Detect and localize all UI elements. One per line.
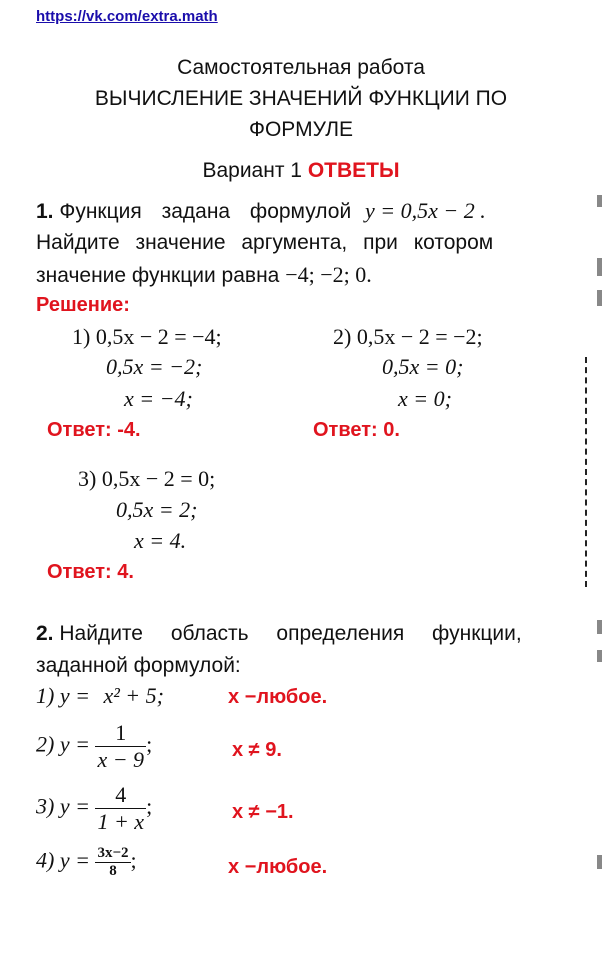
item3-denominator: 1 + x xyxy=(97,809,145,834)
answer1: Ответ: -4. xyxy=(47,419,141,441)
item2-numerator: 1 xyxy=(115,720,127,745)
item4-numerator: 3x−2 xyxy=(97,845,129,861)
topic-title-line2: ФОРМУЛЕ xyxy=(249,118,353,141)
domain-item-1 xyxy=(36,683,164,709)
case2-line2: 0,5x = 0; xyxy=(382,354,464,379)
edge-mark xyxy=(597,258,602,276)
task1-text1: Функция задана формулой xyxy=(59,200,352,223)
task1-number: 1. xyxy=(36,200,54,223)
solution-label: Решение: xyxy=(36,294,130,316)
answer2: Ответ: 0. xyxy=(313,419,400,441)
edge-mark xyxy=(597,620,602,634)
domain-item-2 xyxy=(36,720,152,773)
item2-prefix: 2) y = xyxy=(36,731,90,757)
item1-expr: x² + 5; xyxy=(103,683,164,708)
case3-line1: 3) 0,5x − 2 = 0; xyxy=(78,466,216,491)
case1-line3: x = −4; xyxy=(124,386,193,411)
cut-line xyxy=(585,357,587,587)
item3-fraction xyxy=(95,782,146,835)
task1-line3 xyxy=(36,262,372,288)
task2-line1 xyxy=(36,622,566,646)
edge-mark xyxy=(597,650,602,662)
item4-answer: x −любое. xyxy=(228,856,328,878)
item3-numerator: 4 xyxy=(115,782,127,807)
task2-number: 2. xyxy=(36,622,54,645)
task2-text1: Найдите область определения функции, xyxy=(59,622,522,645)
edge-mark xyxy=(597,290,602,306)
task1-text3: значение функции равна xyxy=(36,264,280,287)
domain-item-4 xyxy=(36,845,137,880)
answer3: Ответ: 4. xyxy=(47,561,134,583)
task1-formula: y = 0,5x − 2 . xyxy=(365,198,486,223)
case3-line3: x = 4. xyxy=(134,528,187,553)
case1-line2: 0,5x = −2; xyxy=(106,354,203,379)
variant-label: Вариант 1 xyxy=(202,159,302,182)
edge-mark xyxy=(597,195,602,207)
item3-prefix: 3) y = xyxy=(36,793,90,819)
task1-line2: Найдите значение аргумента, при котором xyxy=(36,231,494,254)
task1-values: −4; −2; 0. xyxy=(285,262,372,287)
item1-answer: x −любое. xyxy=(228,686,328,708)
source-link[interactable]: https://vk.com/extra.math xyxy=(36,8,218,25)
item4-suffix: ; xyxy=(130,847,137,873)
case3-line2: 0,5x = 2; xyxy=(116,497,198,522)
item2-denominator: x − 9 xyxy=(97,747,145,772)
variant-heading xyxy=(0,159,602,183)
item3-answer: x ≠ −1. xyxy=(232,801,294,823)
work-title: Самостоятельная работа xyxy=(177,56,425,79)
item4-prefix: 4) y = xyxy=(36,847,90,873)
item4-fraction xyxy=(95,845,130,880)
domain-item-3 xyxy=(36,782,152,835)
case2-line3: x = 0; xyxy=(398,386,452,411)
edge-mark xyxy=(597,855,602,869)
task1-line1 xyxy=(36,198,566,224)
item1-prefix: 1) y = xyxy=(36,683,90,708)
task2-line2: заданной формулой: xyxy=(36,654,241,677)
item2-suffix: ; xyxy=(146,731,153,757)
item2-answer: x ≠ 9. xyxy=(232,739,282,761)
item4-denominator: 8 xyxy=(95,862,130,880)
answers-label: ОТВЕТЫ xyxy=(307,159,400,182)
topic-title-line1: ВЫЧИСЛЕНИЕ ЗНАЧЕНИЙ ФУНКЦИИ ПО xyxy=(94,87,508,110)
case2-line1: 2) 0,5x − 2 = −2; xyxy=(333,324,483,349)
item3-suffix: ; xyxy=(146,793,153,819)
case1-line1: 1) 0,5x − 2 = −4; xyxy=(72,324,222,349)
item2-fraction xyxy=(95,720,146,773)
